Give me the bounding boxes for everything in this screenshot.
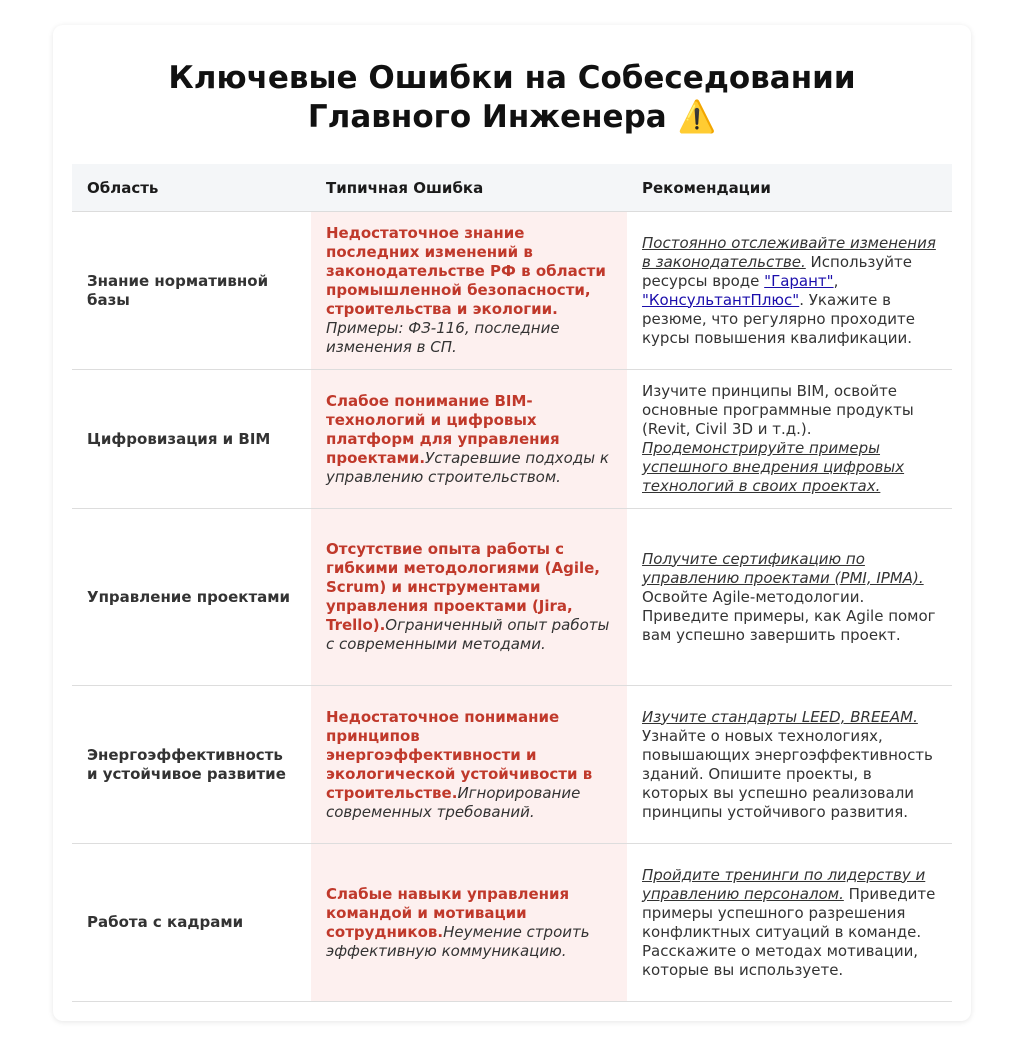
table-row: [72, 509, 952, 686]
mistakes-table: [72, 164, 952, 1002]
area-cell: Управление проектами: [72, 509, 311, 686]
table-row: [72, 686, 952, 844]
mistake-text: Отсутствие опыта работы с гибкими методологиями (Agile, Scrum) и инструментами управления проектами (Jira, Trello).: [326, 540, 600, 634]
recommendation-text: Узнайте о новых технологиях, повышающих энергоэффективность зданий. Опишите проекты, в которых вы успешно реализовали принципы устойчивого развития.: [642, 726, 933, 821]
mistake-cell: [311, 509, 627, 686]
mistake-cell: [311, 370, 627, 509]
recommendation-emphasis: Изучите стандарты LEED, BREEAM.: [642, 707, 918, 726]
consultantplus-link[interactable]: "КонсультантПлюс": [642, 290, 800, 309]
garant-link[interactable]: "Гарант": [764, 271, 834, 290]
table-row: [72, 212, 952, 370]
recommendation-cell: [627, 509, 952, 686]
table-header-row: [72, 164, 952, 212]
mistake-note: Неумение строить эффективную коммуникацию.: [326, 922, 590, 960]
mistake-note: Игнорирование современных требований.: [326, 783, 581, 821]
header-area: Область: [72, 164, 311, 212]
mistake-note: Примеры: ФЗ-116, последние изменения в СП.: [326, 319, 560, 356]
header-recommendation: Рекомендации: [627, 164, 952, 212]
title-line-2: Главного Инженера ⚠️: [307, 99, 717, 135]
recommendation-text: Используйте ресурсы вроде: [642, 252, 912, 290]
mistake-cell: [311, 212, 627, 370]
recommendation-cell: [627, 686, 952, 844]
title-line-1: Ключевые Ошибки на Собеседовании: [168, 60, 856, 96]
mistake-text: Недостаточное знание последних изменений в законодательстве РФ в области промышленной безопасности, строительства и экологии.: [326, 224, 606, 318]
recommendation-emphasis: Постоянно отслеживайте изменения в законодательстве.: [642, 233, 936, 271]
area-cell: Энергоэффективность и устойчивое развитие: [72, 686, 311, 844]
mistake-text: Недостаточное понимание принципов энергоэффективности и экологической устойчивости в строительстве.: [326, 707, 593, 802]
table-row: [72, 370, 952, 509]
page-title: [0, 59, 1024, 137]
area-cell: Знание нормативной базы: [72, 212, 311, 370]
recommendation-text: Освойте Agile-методологии. Приведите примеры, как Agile помог вам успешно завершить проект.: [642, 587, 936, 644]
recommendation-separator: ,: [833, 271, 839, 290]
recommendation-cell: [627, 212, 952, 370]
recommendation-text: . Укажите в резюме, что регулярно проходите курсы повышения квалификации.: [642, 290, 916, 347]
mistake-text: Слабые навыки управления командой и мотивации сотрудников.: [326, 884, 570, 941]
header-mistake: Типичная Ошибка: [311, 164, 627, 212]
mistake-cell: [311, 686, 627, 844]
table-row: [72, 844, 952, 1002]
recommendation-emphasis: Продемонстрируйте примеры успешного внедрения цифровых технологий в своих проектах.: [642, 439, 905, 495]
mistake-note: Ограниченный опыт работы с современными методами.: [326, 616, 610, 653]
recommendation-emphasis: Получите сертификацию по управлению проектами (PMI, IPMA).: [642, 549, 924, 587]
mistake-text: Слабое понимание BIM-технологий и цифровых платформ для управления проектами.: [326, 391, 560, 467]
recommendation-cell: [627, 844, 952, 1002]
recommendation-text: Приведите примеры успешного разрешения конфликтных ситуаций в команде. Расскажите о методах мотивации, которые вы используете.: [642, 884, 936, 979]
area-cell: Цифровизация и BIM: [72, 370, 311, 509]
mistake-cell: [311, 844, 627, 1002]
area-cell: Работа с кадрами: [72, 844, 311, 1002]
recommendation-text: Изучите принципы BIM, освойте основные программные продукты (Revit, Civil 3D и т.д.).: [642, 382, 914, 438]
mistake-note: Устаревшие подходы к управлению строительством.: [326, 448, 609, 486]
recommendation-emphasis: Пройдите тренинги по лидерству и управлению персоналом.: [642, 865, 926, 903]
recommendation-cell: [627, 370, 952, 509]
